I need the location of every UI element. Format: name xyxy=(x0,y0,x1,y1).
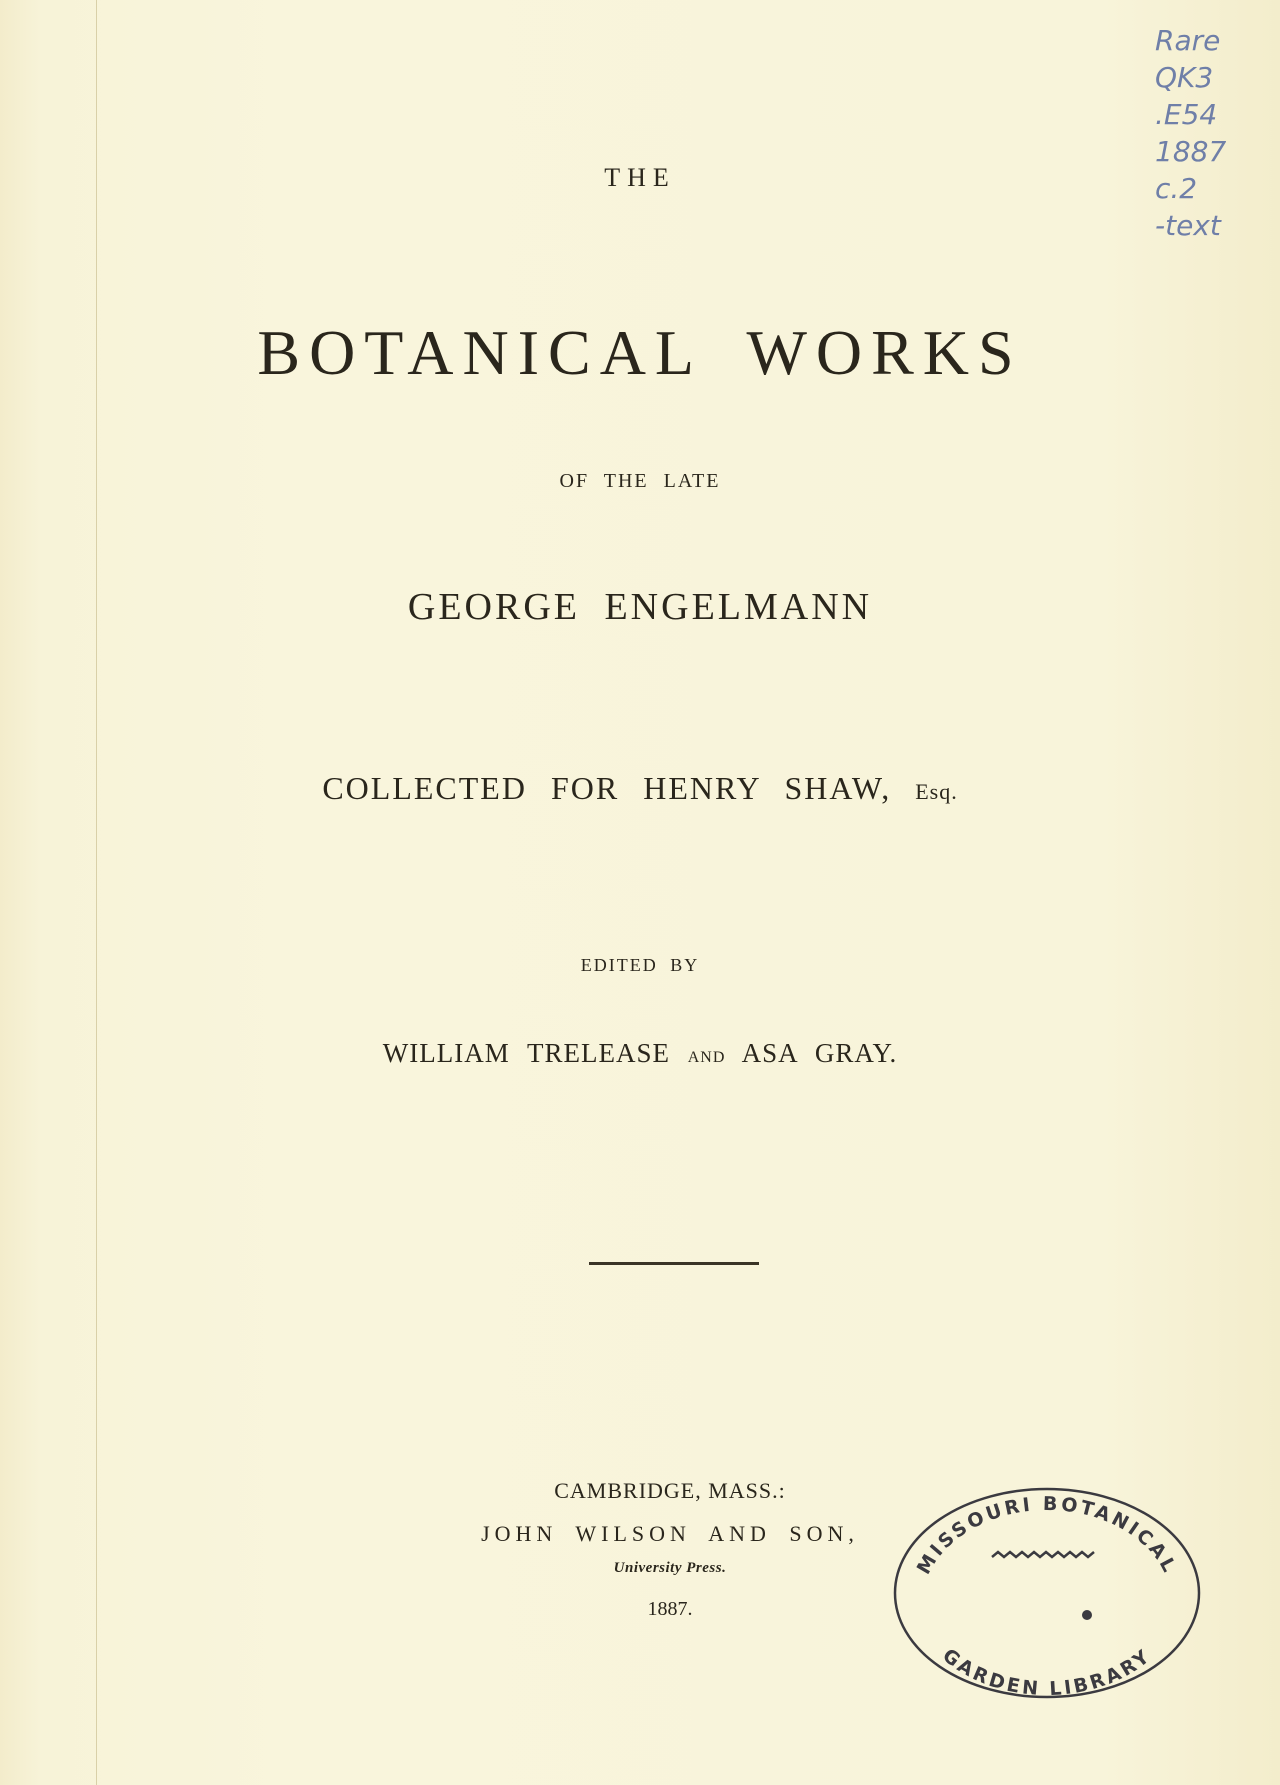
library-stamp xyxy=(882,1475,1212,1705)
call-number-line: c.2 xyxy=(1155,172,1198,205)
call-number-annotation xyxy=(1155,22,1275,244)
call-number-line: Rare xyxy=(1155,24,1221,57)
imprint-publisher: JOHN WILSON AND SON, xyxy=(481,1521,859,1546)
title-article: THE xyxy=(604,163,676,192)
stamp-oval xyxy=(895,1489,1199,1697)
imprint-year: 1887. xyxy=(647,1598,693,1620)
binding-edge xyxy=(96,0,97,1785)
editor-name: ASA GRAY. xyxy=(741,1038,898,1068)
divider-rule xyxy=(589,1262,759,1265)
call-number-line: 1887 xyxy=(1155,135,1227,168)
collected-for-text: COLLECTED FOR HENRY SHAW, xyxy=(322,770,892,806)
collected-for-line xyxy=(0,770,1280,807)
editor-name: WILLIAM TRELEASE xyxy=(382,1038,670,1068)
editors-conjunction: AND xyxy=(687,1049,726,1066)
stamp-text-bottom: GARDEN LIBRARY xyxy=(938,1644,1156,1701)
imprint-press: University Press. xyxy=(613,1560,727,1576)
call-number-line: QK3 xyxy=(1155,61,1214,94)
stamp-zigzag-ornament xyxy=(992,1552,1094,1557)
book-title: BOTANICAL WORKS xyxy=(257,317,1023,388)
author-name: GEORGE ENGELMANN xyxy=(407,586,873,628)
edited-by-line: EDITED BY xyxy=(580,955,700,975)
of-the-late-line: OF THE LATE xyxy=(559,470,721,492)
stamp-text-top: MISSOURI BOTANICAL xyxy=(912,1492,1182,1579)
editors-line xyxy=(0,1038,1280,1069)
esquire-suffix: Esq. xyxy=(915,779,958,804)
stamp-dot xyxy=(1082,1610,1092,1620)
imprint-city: CAMBRIDGE, MASS.: xyxy=(554,1478,786,1503)
call-number-line: .E54 xyxy=(1155,98,1218,131)
call-number-line: -text xyxy=(1155,209,1221,242)
